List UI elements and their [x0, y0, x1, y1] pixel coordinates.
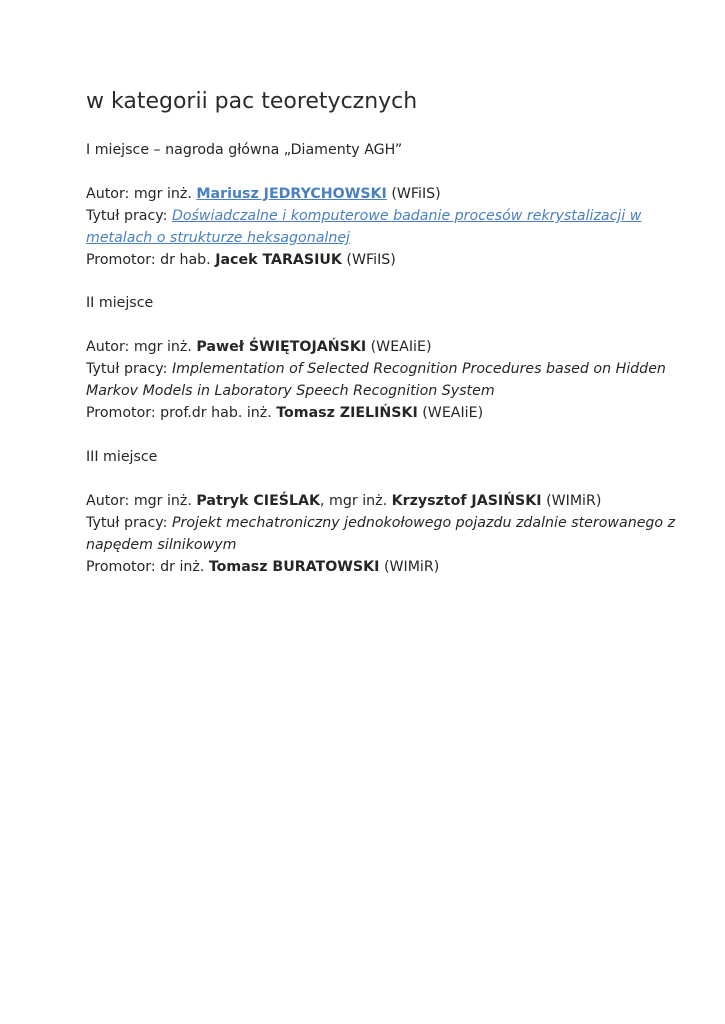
promoter-dept: (WEAIiE)	[417, 405, 484, 421]
place1-entry	[86, 183, 646, 271]
thesis-title-link[interactable]: Doświadczalne i komputerowe badanie procesów rekrystalizacji w	[171, 208, 642, 224]
promoter-prefix: Promotor: dr inż.	[86, 559, 209, 575]
author-dept: (WFiIS)	[386, 186, 441, 202]
thesis-title-continued: Markov Models in Laboratory Speech Recognition System	[86, 383, 495, 399]
author-name: Paweł ŚWIĘTOJAŃSKI	[196, 339, 367, 355]
place2-title-line	[86, 358, 666, 380]
promoter-dept: (WIMiR)	[379, 559, 440, 575]
place3-promoter-line	[86, 556, 646, 578]
place3-entry	[86, 490, 676, 578]
place2-promoter-line	[86, 402, 646, 424]
promoter-name: Tomasz ZIELIŃSKI	[276, 405, 418, 421]
author1-name: Patryk CIEŚLAK	[196, 493, 320, 509]
promoter-prefix: Promotor: prof.dr hab. inż.	[86, 405, 277, 421]
place2-title-line-2	[86, 380, 646, 402]
place3-author-line	[86, 490, 646, 512]
place2-label: II miejsce	[86, 295, 154, 311]
place2-entry	[86, 336, 666, 424]
place1-title-line-2	[86, 227, 646, 249]
promoter-name: Tomasz BURATOWSKI	[208, 559, 380, 575]
place3-title-line-2	[86, 534, 646, 556]
place1-author-line	[86, 183, 646, 205]
place3-title-line	[86, 512, 676, 534]
author2-name: Krzysztof JASIŃSKI	[391, 493, 542, 509]
place1-label: I miejsce – nagroda główna „Diamenty AGH”	[86, 142, 403, 158]
promoter-prefix: Promotor: dr hab.	[86, 252, 216, 268]
place2-author-line	[86, 336, 646, 358]
author-separator: , mgr inż.	[320, 493, 392, 509]
author-dept: (WEAIiE)	[366, 339, 432, 355]
author-prefix: Autor: mgr inż.	[86, 186, 197, 202]
title-prefix: Tytuł pracy:	[86, 361, 172, 377]
place1-title-line	[86, 205, 646, 227]
thesis-title-link-continued[interactable]: metalach o strukturze heksagonalnej	[86, 230, 350, 246]
thesis-title-continued: napędem silnikowym	[86, 537, 237, 553]
promoter-dept: (WFiIS)	[341, 252, 396, 268]
title-prefix: Tytuł pracy:	[86, 515, 172, 531]
place1-promoter-line	[86, 249, 646, 271]
place3-label: III miejsce	[86, 449, 158, 465]
author-prefix: Autor: mgr inż.	[86, 493, 197, 509]
author-name-link[interactable]: Mariusz JEDRYCHOWSKI	[196, 186, 387, 202]
thesis-title: Implementation of Selected Recognition Procedures based on Hidden	[171, 361, 666, 377]
page-heading: w kategorii pac teoretycznych	[86, 89, 418, 114]
author-dept: (WIMiR)	[541, 493, 602, 509]
author-prefix: Autor: mgr inż.	[86, 339, 197, 355]
title-prefix: Tytuł pracy:	[86, 208, 172, 224]
thesis-title: Projekt mechatroniczny jednokołowego pojazdu zdalnie sterowanego z	[171, 515, 676, 531]
promoter-name: Jacek TARASIUK	[215, 252, 342, 268]
